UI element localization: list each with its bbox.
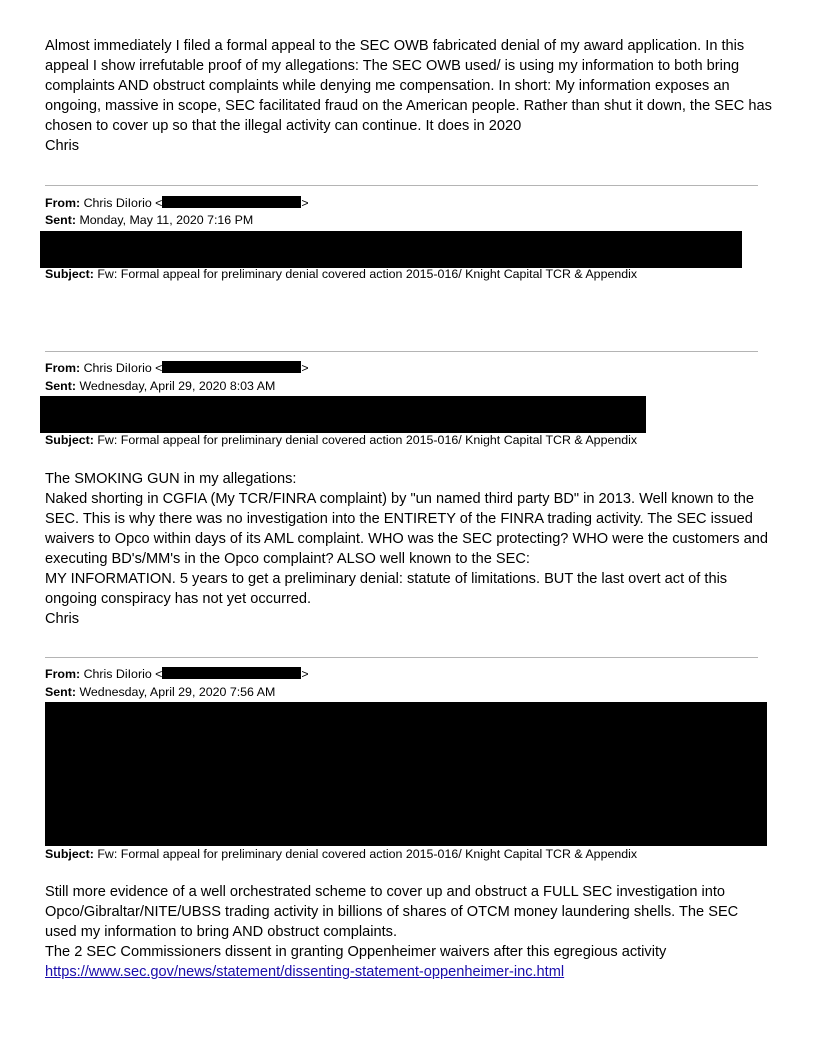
email-3-sent bbox=[45, 684, 275, 700]
email-2-from bbox=[45, 360, 309, 376]
from-end: > bbox=[301, 667, 309, 681]
email-1-subject bbox=[45, 266, 637, 282]
body-2-paragraph: Naked shorting in CGFIA (My TCR/FINRA complaint) by "un named third party BD" in 2013. Well known to the SEC. This is why there was no investigation into the ENTIRETY of the FINRA trading activity. The SEC issued waivers to Opco within days of its AML complaint. WHO was the SEC protecting? WHO were the customers and executing BD's/MM's in the Opco complaint? ALSO well known to the SEC: bbox=[45, 491, 768, 567]
subject-label: Subject: bbox=[45, 267, 94, 281]
email-2-subject bbox=[45, 432, 637, 448]
email-1-sent bbox=[45, 212, 253, 228]
redacted-email bbox=[162, 196, 301, 208]
from-label: From: bbox=[45, 196, 81, 210]
dissenting-statement-link[interactable]: https://www.sec.gov/news/statement/dissenting-statement-oppenheimer-inc.html bbox=[45, 964, 565, 980]
smoking-gun-heading: The SMOKING GUN in my allegations: bbox=[45, 471, 297, 487]
intro-paragraph: Almost immediately I filed a formal appeal to the SEC OWB fabricated denial of my award application. In this appeal I show irrefutable proof of my allegations: The SEC OWB used/ is using my information to both bring complaints AND obstruct complaints while denying me compensation. In short: My information exposes an ongoing, massive in scope, SEC facilitated fraud on the American people. Rather than shut it down, the SEC has chosen to cover up so that the illegal activity can continue. It does in 2020 bbox=[45, 38, 772, 134]
subject-label: Subject: bbox=[45, 433, 94, 447]
body-2-paragraph-2: MY INFORMATION. 5 years to get a preliminary denial: statute of limitations. BUT the last overt act of this ongoing conspiracy has not yet occurred. bbox=[45, 571, 728, 607]
from-end: > bbox=[301, 361, 309, 375]
redaction-block-3 bbox=[45, 702, 767, 846]
sent-value: Monday, May 11, 2020 7:16 PM bbox=[79, 213, 254, 227]
from-end: > bbox=[301, 196, 309, 210]
sent-label: Sent: bbox=[45, 213, 76, 227]
sent-value: Wednesday, April 29, 2020 7:56 AM bbox=[79, 685, 276, 699]
subject-value: Fw: Formal appeal for preliminary denial covered action 2015-016/ Knight Capital TCR & Appendix bbox=[97, 267, 638, 281]
email-3-subject bbox=[45, 846, 637, 862]
email-2-sent bbox=[45, 378, 275, 394]
commissioners-dissent-line: The 2 SEC Commissioners dissent in granting Oppenheimer waivers after this egregious activity bbox=[45, 944, 667, 960]
from-label: From: bbox=[45, 667, 81, 681]
from-name: Chris DiIorio < bbox=[83, 361, 163, 375]
subject-value: Fw: Formal appeal for preliminary denial covered action 2015-016/ Knight Capital TCR & Appendix bbox=[97, 433, 638, 447]
divider-1 bbox=[45, 185, 758, 186]
redacted-email bbox=[162, 667, 301, 679]
sent-label: Sent: bbox=[45, 685, 76, 699]
redaction-block-2 bbox=[40, 396, 646, 433]
divider-2 bbox=[45, 351, 758, 352]
divider-3 bbox=[45, 657, 758, 658]
from-name: Chris DiIorio < bbox=[83, 196, 163, 210]
link-line bbox=[45, 962, 564, 982]
body-2-signature: Chris bbox=[45, 611, 80, 627]
sent-label: Sent: bbox=[45, 379, 76, 393]
from-name: Chris DiIorio < bbox=[83, 667, 163, 681]
sent-value: Wednesday, April 29, 2020 8:03 AM bbox=[79, 379, 276, 393]
redacted-email bbox=[162, 361, 301, 373]
body-3-paragraph: Still more evidence of a well orchestrated scheme to cover up and obstruct a FULL SEC investigation into Opco/Gibraltar/NITE/UBSS trading activity in billions of shares of OTCM money laundering shells. The SEC used my information to bring AND obstruct complaints. bbox=[45, 884, 739, 940]
intro-signature: Chris bbox=[45, 138, 80, 154]
from-label: From: bbox=[45, 361, 81, 375]
email-1-from bbox=[45, 195, 309, 211]
email-3-from bbox=[45, 666, 309, 682]
subject-label: Subject: bbox=[45, 847, 94, 861]
subject-value: Fw: Formal appeal for preliminary denial covered action 2015-016/ Knight Capital TCR & Appendix bbox=[97, 847, 638, 861]
redaction-block-1 bbox=[40, 231, 742, 268]
